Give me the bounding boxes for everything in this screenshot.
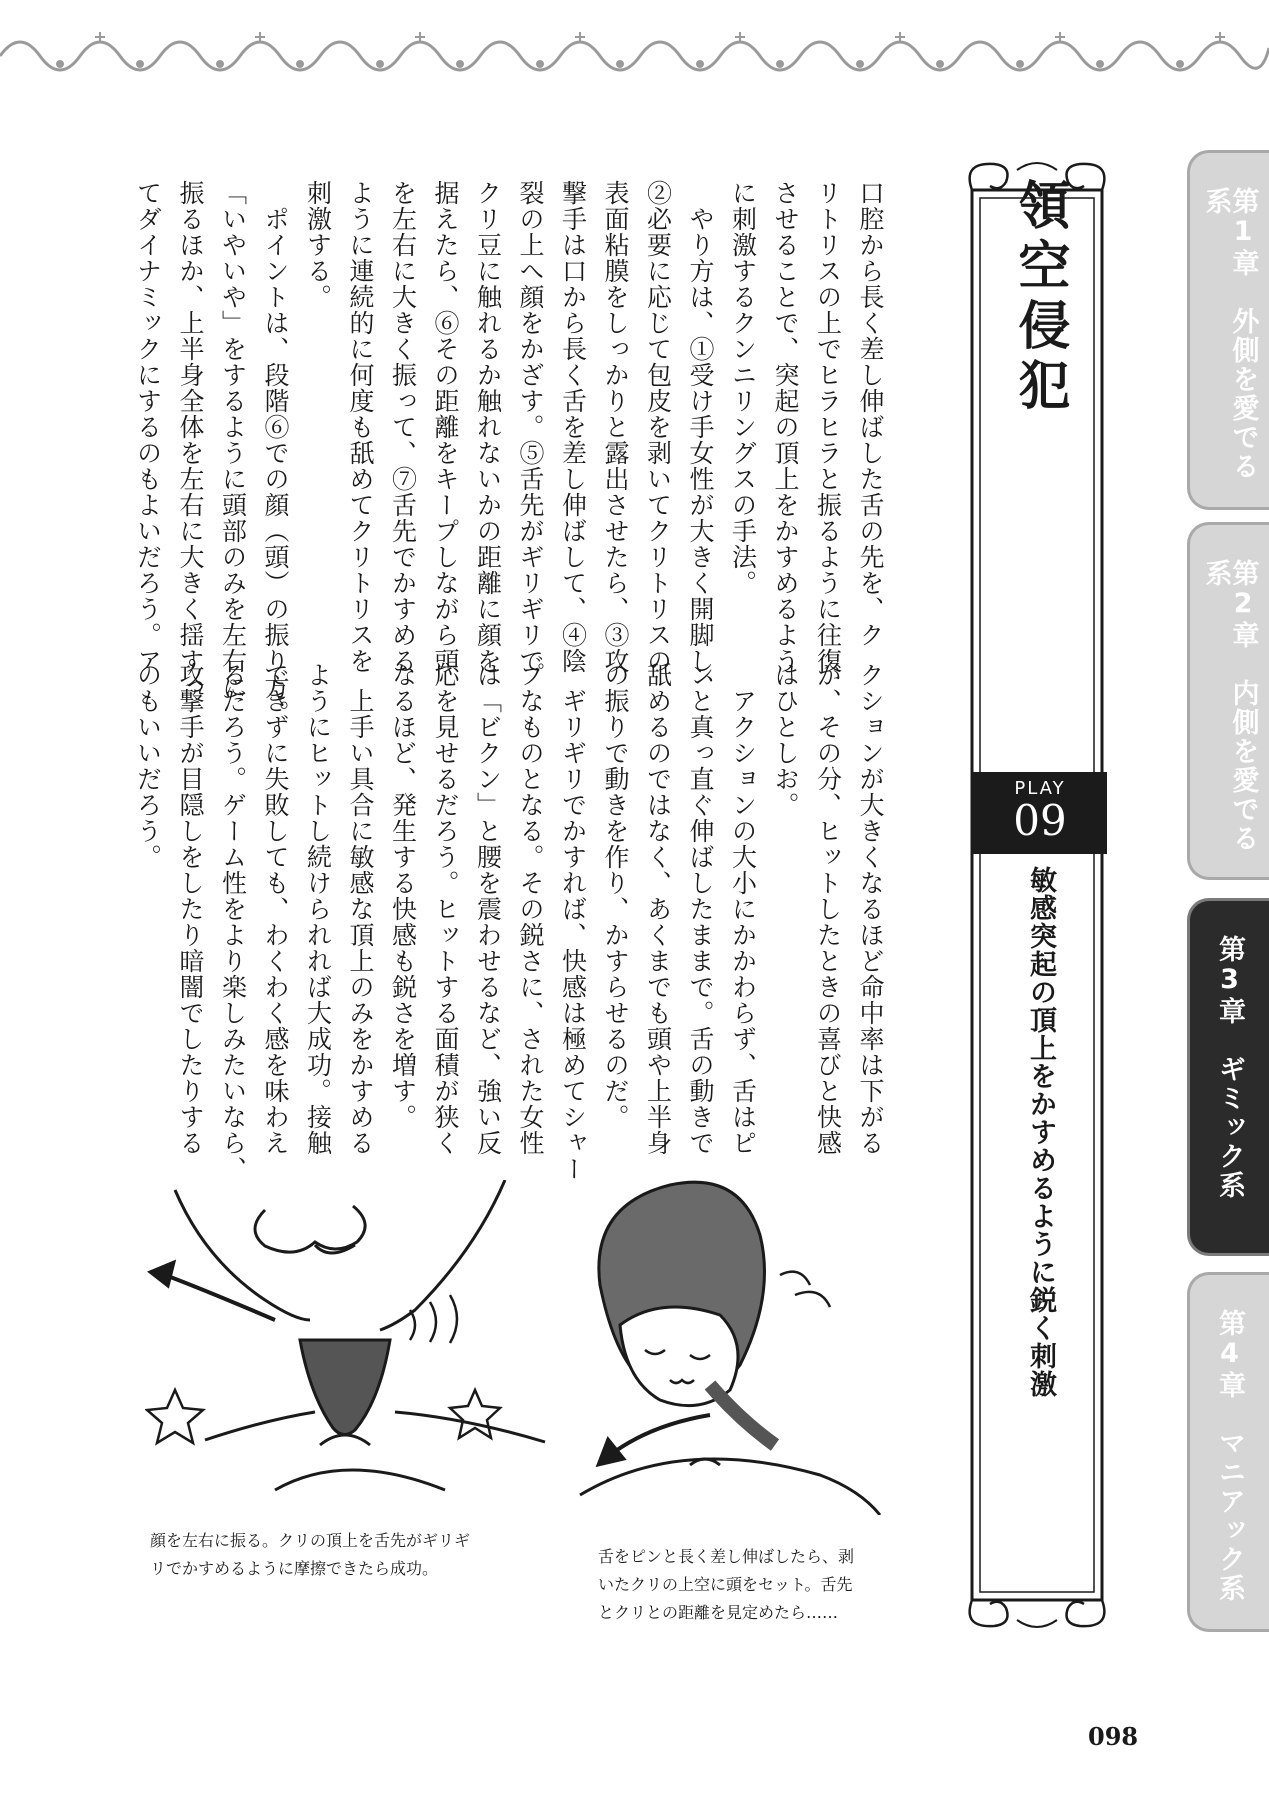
chapter-tab-label: 第3章 ギミック系 xyxy=(1214,935,1245,1200)
body-line: 振るほか、上半身全体を左右に大きく揺すっ xyxy=(176,180,205,700)
body-text-lower xyxy=(126,662,891,1182)
body-text-upper xyxy=(126,180,891,726)
body-line: 攻撃手が目隠しをしたり暗闇でしたりする xyxy=(176,662,205,1156)
chapter-tab-label: 第1章 外側を愛でる系 xyxy=(1200,187,1259,481)
body-line: が、その分、ヒットしたときの喜びと快感 xyxy=(813,662,843,1156)
body-line: はひとしお。 xyxy=(771,662,800,818)
body-line: 口腔から長く差し伸ばした舌の先を、ク xyxy=(856,180,885,648)
body-line: 上手い具合に敏感な頂上のみをかすめる xyxy=(346,662,375,1156)
body-line: ギリギリでかすれば、快感は極めてシャー xyxy=(558,662,588,1182)
chapter-tab-2[interactable] xyxy=(1187,522,1269,880)
page-title: 領空侵犯 xyxy=(1009,178,1070,418)
page-number: 098 xyxy=(1088,1722,1139,1751)
body-line: なるほど、発生する快感も鋭さを増す。 xyxy=(388,662,418,1130)
body-line: ようにヒットし続けられれば大成功。接触 xyxy=(303,662,333,1156)
body-line: 「いやいや」をするように頭部のみを左右に xyxy=(218,180,248,700)
body-line: ②必要に応じて包皮を剥いてクリトリスの xyxy=(643,180,673,674)
body-line: やり方は、①受け手女性が大きく開脚し、 xyxy=(686,180,715,700)
illustration-face-swing xyxy=(145,1180,565,1500)
body-line: 据えたら、⑥その距離をキープしながら頭 xyxy=(431,180,460,674)
caption-right: 舌をピンと長く差し伸ばしたら、剥 いたクリの上空に頭をセット。舌先 とクリとの距離を見定めたら…… xyxy=(598,1547,855,1622)
body-line: ンと真っ直ぐ伸ばしたままで。舌の動きで xyxy=(686,662,715,1156)
illustration-head-set xyxy=(560,1175,920,1515)
body-line: 表面粘膜をしっかりと露出させたら、③攻 xyxy=(601,180,630,674)
chapter-tab-3-active[interactable] xyxy=(1187,898,1269,1256)
page-subtitle: 敏感突起の頂上をかすめるように鋭く刺激 xyxy=(1025,866,1056,1398)
body-line: アクションの大小にかかわらず、舌はピ xyxy=(728,662,758,1156)
body-line: させることで、突起の頂上をかすめるよう xyxy=(771,180,800,674)
body-line: てダイナミックにするのもよいだろう。ア xyxy=(133,180,163,674)
body-line: のもいいだろう。 xyxy=(133,662,163,870)
body-line: は「ビクン」と腰を震わせるなど、強い反 xyxy=(473,662,503,1156)
top-ornament-border xyxy=(0,18,1269,78)
body-line: プなものとなる。その鋭さに、された女性 xyxy=(516,662,545,1156)
body-line: できずに失敗しても、わくわく感を味わえ xyxy=(261,662,290,1156)
play-badge xyxy=(973,772,1107,854)
body-line: リトリスの上でヒラヒラと振るように往復 xyxy=(813,180,843,674)
play-number: 09 xyxy=(1013,796,1067,845)
body-line: 刺激する。 xyxy=(303,180,333,310)
chapter-tab-label: 第2章 内側を愛でる系 xyxy=(1200,559,1259,853)
caption-left: 顔を左右に振る。クリの頂上を舌先がギリギ リでかすめるように摩擦できたら成功。 xyxy=(150,1531,471,1578)
body-line: の振りで動きを作り、かすらせるのだ。 xyxy=(601,662,630,1130)
body-line: クリ豆に触れるか触れないかの距離に顔を xyxy=(473,180,503,674)
body-line: 応を見せるだろう。ヒットする面積が狭く xyxy=(431,662,460,1156)
body-line: ポイントは、段階⑥での顔（頭）の振り方。 xyxy=(261,180,290,726)
chapter-tab-4[interactable] xyxy=(1187,1272,1269,1632)
chapter-tab-1[interactable] xyxy=(1187,150,1269,510)
body-line: クションが大きくなるほど命中率は下がる xyxy=(856,662,885,1156)
body-line: ように連続的に何度も舐めてクリトリスを xyxy=(346,180,375,674)
body-line: 裂の上へ顔をかざす。⑤舌先がギリギリで xyxy=(516,180,545,674)
body-line: に刺激するクンニリングスの手法。 xyxy=(728,180,758,596)
chapter-tab-label: 第4章 マニアック系 xyxy=(1214,1309,1245,1603)
body-line: 撃手は口から長く舌を差し伸ばして、④陰 xyxy=(558,180,588,674)
play-label: PLAY xyxy=(1014,778,1066,799)
body-line: るだろう。ゲーム性をより楽しみたいなら、 xyxy=(218,662,248,1182)
body-line: を左右に大きく振って、⑦舌先でかすめる xyxy=(388,180,418,674)
body-line: 舐めるのではなく、あくまでも頭や上半身 xyxy=(643,662,673,1156)
